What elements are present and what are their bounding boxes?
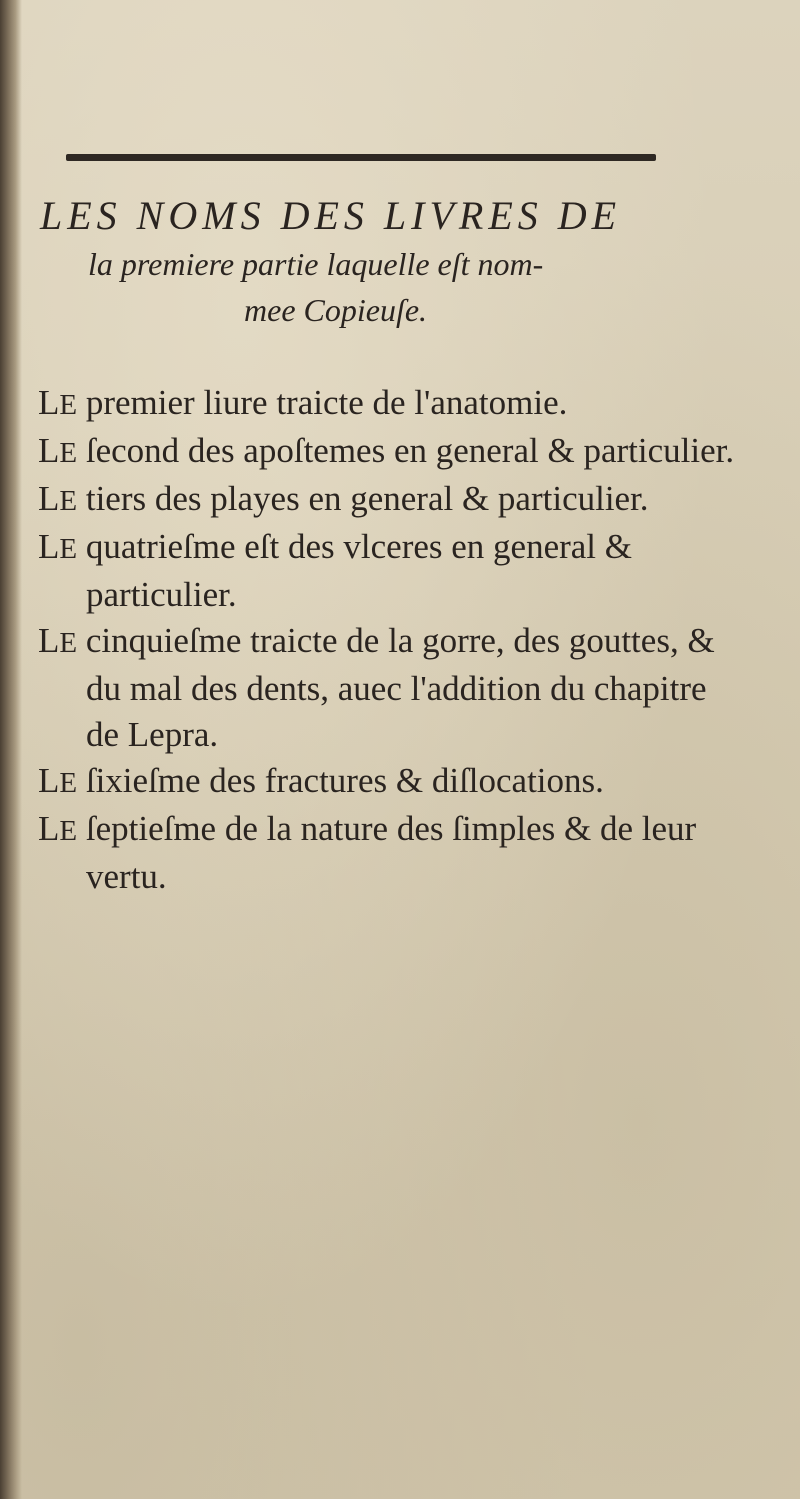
list-item: LE cinquieſme traicte de la gorre, des gouttes, & du mal des dents, auec l'addition du chapitre de Lepra. [38,621,715,754]
list-item: LE premier liure traicte de l'anatomie. [38,383,568,422]
page-title: LES NOMS DES LIVRES DE [40,193,622,238]
subtitle-line-1: la premiere partie laquelle eſt nom- [88,246,544,282]
page-gutter-shadow [0,0,22,1499]
list-item: LE ſixieſme des fractures & diſlocations. [38,761,604,800]
list-item: LE ſecond des apoſtemes en general & particulier. [38,431,735,470]
subtitle-line-2: mee Copieuſe. [244,292,428,328]
header-rule [66,154,656,161]
list-item: LE quatrieſme eſt des vlceres en general & particulier. [38,527,632,614]
list-item: LE tiers des playes en general & particulier. [38,479,649,518]
list-item: LE ſeptieſme de la nature des ſimples & de leur vertu. [38,809,697,896]
book-list [38,380,738,900]
